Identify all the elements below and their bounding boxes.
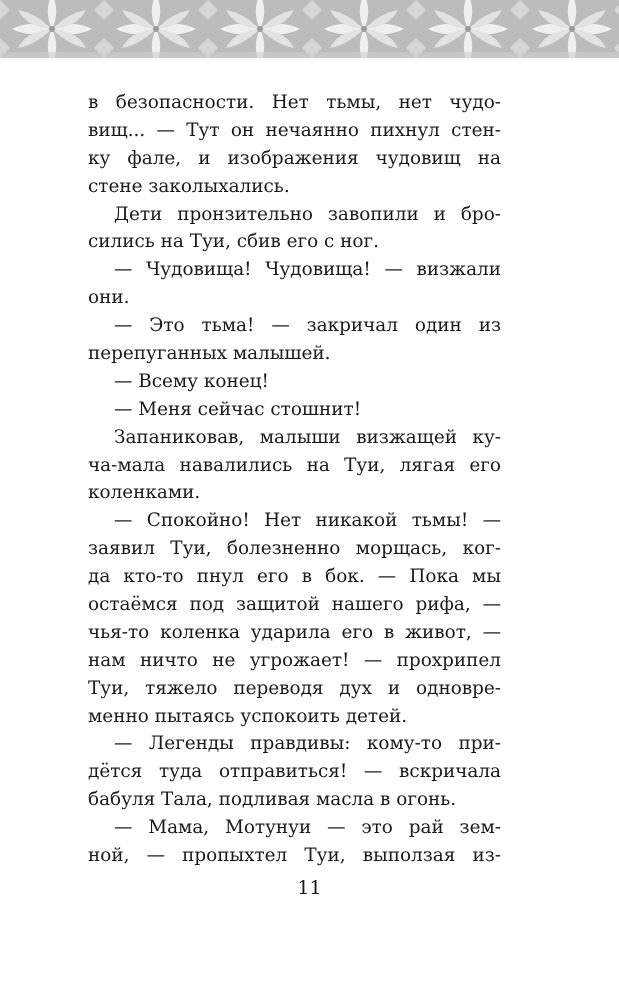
text-line: Запаниковав, малыши визжащей ку-: [114, 426, 501, 448]
text-line: Дети пронзительно завопили и бро-: [114, 203, 501, 225]
text-line: — Чудовища! Чудовища! — визжали: [114, 259, 501, 281]
text-line: — Это тьма! — закричал один из: [114, 315, 501, 337]
text-line: менно пытаясь успокоить детей.: [88, 705, 408, 727]
text-line: — Всему конец!: [114, 370, 269, 392]
text-line: — Меня сейчас стошнит!: [114, 398, 362, 420]
text-line: заявил Туи, болезненно морщась, ког-: [88, 538, 501, 560]
text-line: в безопасности. Нет тьмы, нет чудо-: [88, 92, 501, 113]
text-line: нам ничто не угрожает! — прохрипел: [88, 649, 501, 671]
decorative-header-banner: [0, 0, 619, 58]
text-line: перепуганных малышей.: [88, 343, 331, 365]
text-line: да кто-то пнул его в бок. — Пока мы: [88, 566, 501, 588]
text-line: вищ... — Тут он нечаянно пихнул стен-: [88, 119, 501, 141]
text-line: бабуля Тала, подливая масла в огонь.: [88, 789, 457, 811]
text-line: чья-то коленка ударила его в живот, —: [88, 621, 501, 643]
text-line: коленками.: [88, 482, 201, 504]
text-line: они.: [88, 287, 130, 309]
book-page-text: [88, 89, 501, 870]
text-line: сились на Туи, сбив его с ног.: [88, 231, 379, 253]
leaf-pattern-ornament: [0, 0, 619, 58]
text-line: — Мама, Мотунуи — это рай зем-: [114, 817, 501, 839]
text-line: ной, — пропыхтел Туи, выползая из-: [88, 845, 501, 867]
text-line: — Спокойно! Нет никакой тьмы! —: [114, 510, 501, 532]
text-line: — Легенды правдивы: кому-то при-: [114, 733, 501, 755]
text-line: дётся туда отправиться! — вскричала: [88, 761, 501, 783]
page-number: 11: [297, 877, 322, 899]
text-line: ку фале, и изображения чудовищ на: [88, 147, 501, 169]
text-line: ча-мала навалились на Туи, лягая его: [88, 454, 501, 476]
text-line: остаёмся под защитой нашего рифа, —: [88, 594, 501, 616]
text-line: стене заколыхались.: [88, 175, 290, 197]
text-line: Туи, тяжело переводя дух и одновре-: [88, 677, 501, 699]
